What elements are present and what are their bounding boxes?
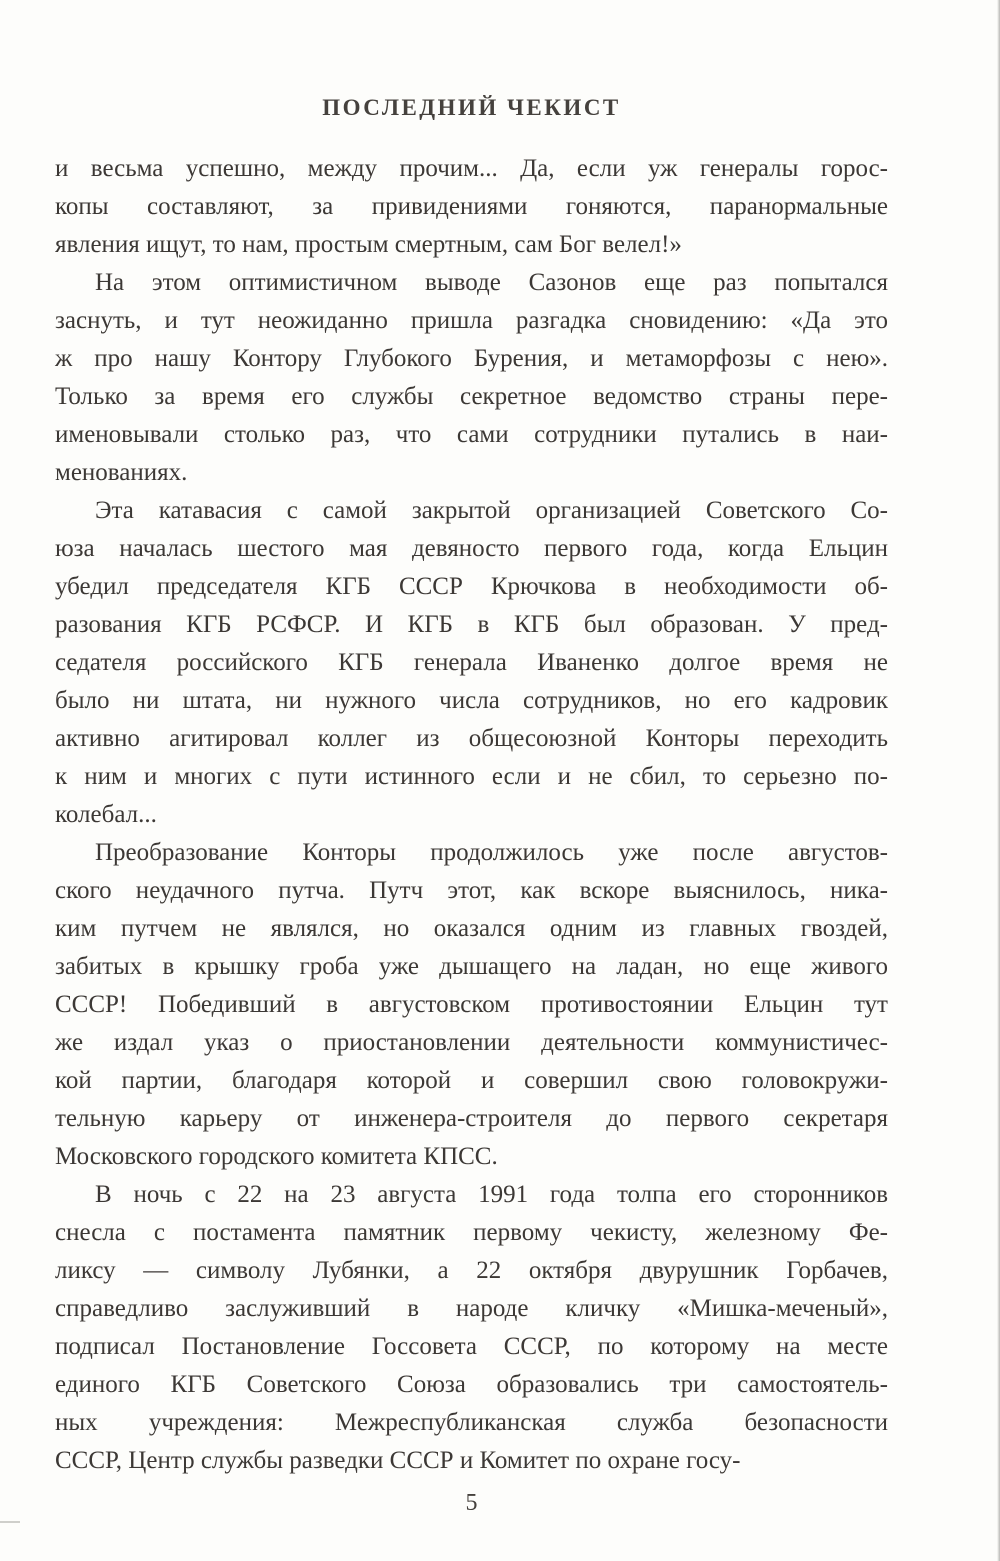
paragraph: [55, 150, 888, 264]
text-line: Только за время его службы секретное ведомство страны пере-: [55, 383, 888, 410]
text-line: активно агитировал коллег из общесоюзной Конторы переходить: [55, 725, 888, 752]
text-line: ж про нашу Контору Глубокого Бурения, и метаморфозы с нею».: [55, 345, 888, 372]
text-line: тельную карьеру от инженера-строителя до первого секретаря: [55, 1105, 888, 1132]
text-line: же издал указ о приостановлении деятельности коммунистичес-: [55, 1029, 888, 1056]
paragraph: [55, 1176, 888, 1480]
text-line: юза началась шестого мая девяносто первого года, когда Ельцин: [55, 535, 888, 562]
text-line: копы составляют, за привидениями гоняются, паранормальные: [55, 193, 888, 220]
text-line: кой партии, благодаря которой и совершил свою головокружи-: [55, 1067, 888, 1094]
text-line: В ночь с 22 на 23 августа 1991 года толпа его сторонников: [95, 1181, 888, 1208]
text-line: ликсу — символу Лубянки, а 22 октября двурушник Горбачев,: [55, 1257, 888, 1284]
paragraph: [55, 834, 888, 1176]
text-line: ных учреждения: Межреспубликанская служба безопасности: [55, 1409, 888, 1436]
text-line: заснуть, и тут неожиданно пришла разгадка сновидению: «Да это: [55, 307, 888, 334]
text-line: единого КГБ Советского Союза образовались три самостоятель-: [55, 1371, 888, 1398]
running-header: ПОСЛЕДНИЙ ЧЕКИСТ: [322, 95, 621, 120]
text-line: разования КГБ РСФСР. И КГБ в КГБ был образован. У пред-: [55, 611, 888, 638]
text-line: к ним и многих с пути истинного если и не сбил, то серьезно по-: [55, 763, 888, 790]
page-body: [55, 150, 888, 1480]
page-number: 5: [465, 1490, 478, 1516]
text-line: и весьма успешно, между прочим... Да, если уж генералы горос-: [55, 155, 888, 182]
text-line: СССР, Центр службы разведки СССР и Комитет по охране госу-: [55, 1447, 741, 1474]
text-line: явления ищут, то нам, простым смертным, сам Бог велел!»: [55, 231, 682, 258]
text-line: ким путчем не являлся, но оказался одним из главных гвоздей,: [55, 915, 888, 942]
page-content: [55, 0, 888, 1517]
text-line: менованиях.: [55, 459, 188, 486]
text-line: снесла с постамента памятник первому чекисту, железному Фе-: [55, 1219, 888, 1246]
text-line: справедливо заслуживший в народе кличку «Мишка-меченый»,: [55, 1295, 888, 1322]
text-line: СССР! Победивший в августовском противостоянии Ельцин тут: [55, 991, 888, 1018]
text-line: подписал Постановление Госсовета СССР, по которому на месте: [55, 1333, 888, 1360]
text-line: было ни штата, ни нужного числа сотрудников, но его кадровик: [55, 687, 888, 714]
text-line: Московского городского комитета КПСС.: [55, 1143, 498, 1170]
text-line: ского неудачного путча. Путч этот, как вскоре выяснилось, ника-: [55, 877, 888, 904]
text-line: седателя российского КГБ генерала Иваненко долгое время не: [55, 649, 888, 676]
text-line: именовывали столько раз, что сами сотрудники путались в наи-: [55, 421, 888, 448]
scan-artifact: [0, 1521, 20, 1523]
text-line: Эта катавасия с самой закрытой организацией Советского Со-: [95, 497, 888, 524]
text-line: На этом оптимистичном выводе Сазонов еще раз попытался: [95, 269, 888, 296]
text-line: убедил председателя КГБ СССР Крючкова в необходимости об-: [55, 573, 888, 600]
text-line: Преобразование Конторы продолжилось уже после августов-: [95, 839, 888, 866]
text-line: колебал...: [55, 801, 157, 828]
text-line: забитых в крышку гроба уже дышащего на ладан, но еще живого: [55, 953, 888, 980]
paragraph: [55, 264, 888, 492]
paragraph: [55, 492, 888, 834]
